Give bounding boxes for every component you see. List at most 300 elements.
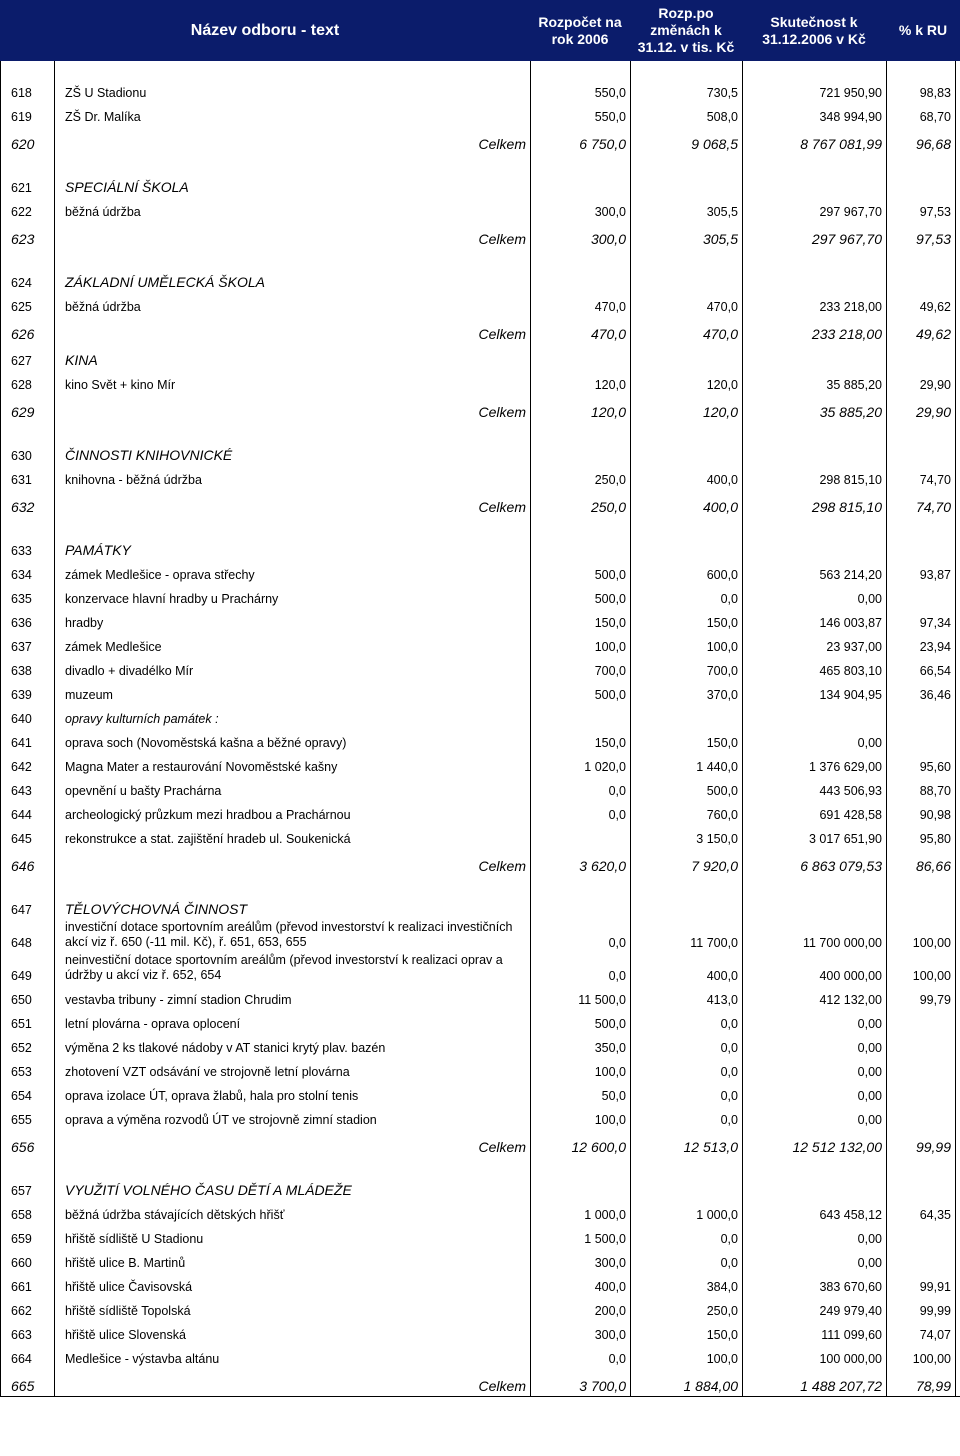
revised-cell: 12 513,0 xyxy=(630,1129,742,1157)
actual-cell: 23 937,00 xyxy=(742,632,886,656)
actual-cell: 233 218,00 xyxy=(742,316,886,344)
row-name: ZŠ Dr. Malíka xyxy=(54,102,530,126)
table-header xyxy=(0,0,960,61)
total-row xyxy=(0,316,960,344)
percent-cell: 74,07 xyxy=(886,1320,956,1344)
revised-cell: 250,0 xyxy=(630,1296,742,1320)
percent-cell: 100,00 xyxy=(886,1344,956,1368)
spacer-row xyxy=(0,876,960,893)
header-percent: % k RU xyxy=(898,22,948,38)
percent-cell xyxy=(886,1174,956,1200)
header-actual: Skutečnost k 31.12.2006 v Kč xyxy=(762,13,866,47)
budget-cell xyxy=(530,422,630,439)
row-name: běžná údržba xyxy=(54,292,530,316)
revised-cell xyxy=(630,517,742,534)
row-name: muzeum xyxy=(54,680,530,704)
revised-cell: 370,0 xyxy=(630,680,742,704)
revised-cell: 700,0 xyxy=(630,656,742,680)
row-number: 644 xyxy=(0,800,54,824)
budget-cell xyxy=(530,893,630,919)
revised-cell: 7 920,0 xyxy=(630,848,742,876)
revised-cell: 150,0 xyxy=(630,728,742,752)
budget-cell xyxy=(530,1157,630,1174)
row-name: zámek Medlešice - oprava střechy xyxy=(54,560,530,584)
revised-cell: 305,5 xyxy=(630,197,742,221)
row-name: zhotovení VZT odsávání ve strojovně letní plovárna xyxy=(54,1057,530,1081)
row-number: 633 xyxy=(0,534,54,560)
actual-cell: 0,00 xyxy=(742,1009,886,1033)
percent-cell: 88,70 xyxy=(886,776,956,800)
actual-cell: 1 488 207,72 xyxy=(742,1368,886,1396)
actual-cell: 443 506,93 xyxy=(742,776,886,800)
revised-cell xyxy=(630,61,742,78)
section-heading-row xyxy=(0,171,960,197)
actual-cell: 134 904,95 xyxy=(742,680,886,704)
budget-cell: 700,0 xyxy=(530,656,630,680)
actual-cell: 412 132,00 xyxy=(742,985,886,1009)
row-name: výměna 2 ks tlakové nádoby v AT stanici krytý plav. bazén xyxy=(54,1033,530,1057)
revised-cell: 0,0 xyxy=(630,584,742,608)
row-number: 630 xyxy=(0,439,54,465)
row-number: 650 xyxy=(0,985,54,1009)
revised-cell xyxy=(630,249,742,266)
row-number: 624 xyxy=(0,266,54,292)
revised-cell xyxy=(630,171,742,197)
actual-cell: 8 767 081,99 xyxy=(742,126,886,154)
row-number: 651 xyxy=(0,1009,54,1033)
percent-cell xyxy=(886,1057,956,1081)
actual-cell xyxy=(742,534,886,560)
actual-cell xyxy=(742,1174,886,1200)
row-name: ČINNOSTI KNIHOVNICKÉ xyxy=(54,439,530,465)
actual-cell: 465 803,10 xyxy=(742,656,886,680)
revised-cell xyxy=(630,266,742,292)
row-name: TĚLOVÝCHOVNÁ ČINNOST xyxy=(54,893,530,919)
row-number: 619 xyxy=(0,102,54,126)
budget-cell: 100,0 xyxy=(530,632,630,656)
revised-cell: 9 068,5 xyxy=(630,126,742,154)
actual-cell: 383 670,60 xyxy=(742,1272,886,1296)
actual-cell: 0,00 xyxy=(742,728,886,752)
revised-cell: 400,0 xyxy=(630,489,742,517)
row-name: KINA xyxy=(54,344,530,370)
row-number: 647 xyxy=(0,893,54,919)
row-name: PAMÁTKY xyxy=(54,534,530,560)
actual-cell: 35 885,20 xyxy=(742,370,886,394)
row-number: 625 xyxy=(0,292,54,316)
row-name: zámek Medlešice xyxy=(54,632,530,656)
row-name: hřiště ulice Slovenská xyxy=(54,1320,530,1344)
actual-cell: 721 950,90 xyxy=(742,78,886,102)
header-revised: Rozp.po změnách k 31.12. v tis. Kč xyxy=(637,5,735,55)
percent-cell xyxy=(886,439,956,465)
budget-cell: 300,0 xyxy=(530,1320,630,1344)
percent-cell: 36,46 xyxy=(886,680,956,704)
row-name: ZÁKLADNÍ UMĚLECKÁ ŠKOLA xyxy=(54,266,530,292)
percent-cell: 100,00 xyxy=(886,919,956,952)
budget-cell xyxy=(530,154,630,171)
row-name xyxy=(54,517,530,534)
table-row xyxy=(0,824,960,848)
percent-cell: 86,66 xyxy=(886,848,956,876)
actual-cell: 348 994,90 xyxy=(742,102,886,126)
budget-cell: 0,0 xyxy=(530,800,630,824)
budget-cell xyxy=(530,171,630,197)
row-number: 637 xyxy=(0,632,54,656)
actual-cell xyxy=(742,704,886,728)
budget-cell: 550,0 xyxy=(530,78,630,102)
budget-cell: 120,0 xyxy=(530,370,630,394)
row-name: oprava soch (Novoměstská kašna a běžné opravy) xyxy=(54,728,530,752)
actual-cell: 298 815,10 xyxy=(742,465,886,489)
total-row xyxy=(0,221,960,249)
percent-cell xyxy=(886,422,956,439)
actual-cell xyxy=(742,344,886,370)
percent-cell xyxy=(886,517,956,534)
row-name: Celkem xyxy=(54,221,530,249)
row-name: hřiště sídliště Topolská xyxy=(54,1296,530,1320)
row-number: 660 xyxy=(0,1248,54,1272)
percent-cell: 99,99 xyxy=(886,1129,956,1157)
percent-cell: 23,94 xyxy=(886,632,956,656)
revised-cell: 3 150,0 xyxy=(630,824,742,848)
row-name: Celkem xyxy=(54,1368,530,1396)
percent-cell xyxy=(886,1009,956,1033)
total-row xyxy=(0,848,960,876)
row-number: 643 xyxy=(0,776,54,800)
budget-cell: 400,0 xyxy=(530,1272,630,1296)
revised-cell xyxy=(630,422,742,439)
budget-cell: 500,0 xyxy=(530,680,630,704)
revised-cell: 100,0 xyxy=(630,1344,742,1368)
row-name xyxy=(54,61,530,78)
revised-cell: 0,0 xyxy=(630,1105,742,1129)
percent-cell xyxy=(886,1224,956,1248)
budget-cell xyxy=(530,249,630,266)
revised-cell xyxy=(630,534,742,560)
total-row xyxy=(0,1129,960,1157)
percent-cell: 95,60 xyxy=(886,752,956,776)
budget-cell: 3 700,0 xyxy=(530,1368,630,1396)
budget-cell: 0,0 xyxy=(530,919,630,952)
actual-cell: 11 700 000,00 xyxy=(742,919,886,952)
row-number: 652 xyxy=(0,1033,54,1057)
row-name: knihovna - běžná údržba xyxy=(54,465,530,489)
budget-cell: 300,0 xyxy=(530,197,630,221)
table-row xyxy=(0,1224,960,1248)
row-name: Medlešice - výstavba altánu xyxy=(54,1344,530,1368)
row-name: Magna Mater a restaurování Novoměstské kašny xyxy=(54,752,530,776)
revised-cell xyxy=(630,1174,742,1200)
revised-cell: 0,0 xyxy=(630,1248,742,1272)
percent-cell xyxy=(886,171,956,197)
table-row xyxy=(0,465,960,489)
revised-cell: 470,0 xyxy=(630,316,742,344)
table-row xyxy=(0,1200,960,1224)
budget-cell xyxy=(530,824,630,848)
section-heading-row xyxy=(0,1174,960,1200)
table-row xyxy=(0,1344,960,1368)
budget-cell: 100,0 xyxy=(530,1105,630,1129)
row-number: 621 xyxy=(0,171,54,197)
table-row xyxy=(0,728,960,752)
row-name: kino Svět + kino Mír xyxy=(54,370,530,394)
budget-cell xyxy=(530,704,630,728)
revised-cell: 413,0 xyxy=(630,985,742,1009)
percent-cell xyxy=(886,266,956,292)
revised-cell xyxy=(630,439,742,465)
budget-cell xyxy=(530,439,630,465)
revised-cell: 400,0 xyxy=(630,952,742,985)
row-name xyxy=(54,422,530,439)
budget-cell: 1 000,0 xyxy=(530,1200,630,1224)
revised-cell: 1 884,00 xyxy=(630,1368,742,1396)
percent-cell: 66,54 xyxy=(886,656,956,680)
budget-cell: 0,0 xyxy=(530,1344,630,1368)
table-row xyxy=(0,1320,960,1344)
actual-cell: 400 000,00 xyxy=(742,952,886,985)
row-number: 655 xyxy=(0,1105,54,1129)
percent-cell: 74,70 xyxy=(886,489,956,517)
actual-cell: 297 967,70 xyxy=(742,197,886,221)
percent-cell: 100,00 xyxy=(886,952,956,985)
budget-cell: 250,0 xyxy=(530,489,630,517)
table-row xyxy=(0,584,960,608)
row-number: 664 xyxy=(0,1344,54,1368)
actual-cell xyxy=(742,422,886,439)
row-name: opravy kulturních památek : xyxy=(54,704,530,728)
percent-cell: 97,53 xyxy=(886,221,956,249)
row-number xyxy=(0,876,54,893)
actual-cell xyxy=(742,266,886,292)
revised-cell: 1 000,0 xyxy=(630,1200,742,1224)
row-name: investiční dotace sportovním areálům (převod investorství k realizaci investičních akcí viz ř. 650 (-11 mil. Kč), ř. 651, 653, 655 xyxy=(54,919,530,952)
revised-cell: 0,0 xyxy=(630,1009,742,1033)
total-row xyxy=(0,394,960,422)
actual-cell: 0,00 xyxy=(742,1224,886,1248)
actual-cell: 233 218,00 xyxy=(742,292,886,316)
row-number: 629 xyxy=(0,394,54,422)
table-row xyxy=(0,680,960,704)
percent-cell: 29,90 xyxy=(886,394,956,422)
row-name: vestavba tribuny - zimní stadion Chrudim xyxy=(54,985,530,1009)
table-row xyxy=(0,776,960,800)
row-number: 665 xyxy=(0,1368,54,1396)
row-name: Celkem xyxy=(54,489,530,517)
spacer-row xyxy=(0,249,960,266)
actual-cell: 691 428,58 xyxy=(742,800,886,824)
revised-cell xyxy=(630,876,742,893)
percent-cell: 78,99 xyxy=(886,1368,956,1396)
row-name: hřiště ulice B. Martinů xyxy=(54,1248,530,1272)
budget-cell xyxy=(530,344,630,370)
row-name xyxy=(54,249,530,266)
table-row xyxy=(0,370,960,394)
table-row xyxy=(0,800,960,824)
total-row xyxy=(0,1368,960,1397)
budget-cell: 150,0 xyxy=(530,728,630,752)
budget-cell: 100,0 xyxy=(530,1057,630,1081)
percent-cell: 98,83 xyxy=(886,78,956,102)
table-row xyxy=(0,704,960,728)
revised-cell xyxy=(630,1157,742,1174)
revised-cell: 470,0 xyxy=(630,292,742,316)
row-number: 628 xyxy=(0,370,54,394)
percent-cell xyxy=(886,893,956,919)
row-number: 622 xyxy=(0,197,54,221)
row-number: 659 xyxy=(0,1224,54,1248)
row-number xyxy=(0,422,54,439)
table-row xyxy=(0,632,960,656)
actual-cell xyxy=(742,171,886,197)
row-number: 631 xyxy=(0,465,54,489)
actual-cell xyxy=(742,876,886,893)
table-row xyxy=(0,78,960,102)
percent-cell: 99,99 xyxy=(886,1296,956,1320)
budget-cell: 300,0 xyxy=(530,1248,630,1272)
revised-cell xyxy=(630,893,742,919)
row-name xyxy=(54,876,530,893)
budget-cell: 470,0 xyxy=(530,292,630,316)
budget-cell: 550,0 xyxy=(530,102,630,126)
row-number: 639 xyxy=(0,680,54,704)
actual-cell xyxy=(742,439,886,465)
row-name: Celkem xyxy=(54,1129,530,1157)
table-row xyxy=(0,560,960,584)
total-row xyxy=(0,489,960,517)
revised-cell: 0,0 xyxy=(630,1033,742,1057)
percent-cell: 95,80 xyxy=(886,824,956,848)
row-number: 634 xyxy=(0,560,54,584)
table-row xyxy=(0,1009,960,1033)
table-row xyxy=(0,197,960,221)
budget-cell: 0,0 xyxy=(530,776,630,800)
actual-cell: 0,00 xyxy=(742,1057,886,1081)
table-row xyxy=(0,292,960,316)
percent-cell xyxy=(886,154,956,171)
actual-cell: 111 099,60 xyxy=(742,1320,886,1344)
budget-cell xyxy=(530,61,630,78)
table-row xyxy=(0,656,960,680)
row-number: 649 xyxy=(0,952,54,985)
percent-cell xyxy=(886,704,956,728)
percent-cell: 93,87 xyxy=(886,560,956,584)
actual-cell xyxy=(742,61,886,78)
row-number: 627 xyxy=(0,344,54,370)
spacer-row xyxy=(0,1157,960,1174)
budget-cell xyxy=(530,876,630,893)
actual-cell: 0,00 xyxy=(742,1105,886,1129)
section-heading-row xyxy=(0,266,960,292)
row-number: 623 xyxy=(0,221,54,249)
row-number: 662 xyxy=(0,1296,54,1320)
percent-cell xyxy=(886,344,956,370)
actual-cell: 0,00 xyxy=(742,584,886,608)
row-number: 645 xyxy=(0,824,54,848)
row-number: 653 xyxy=(0,1057,54,1081)
percent-cell: 49,62 xyxy=(886,292,956,316)
percent-cell xyxy=(886,1105,956,1129)
row-name: neinvestiční dotace sportovním areálům (převod investorství k realizaci oprav a údržby u akcí viz ř. 652, 654 xyxy=(54,952,530,985)
budget-cell: 300,0 xyxy=(530,221,630,249)
header-name: Název odboru - text xyxy=(190,22,340,39)
row-number: 620 xyxy=(0,126,54,154)
row-number xyxy=(0,249,54,266)
row-name: Celkem xyxy=(54,126,530,154)
revised-cell: 150,0 xyxy=(630,1320,742,1344)
table-row xyxy=(0,1105,960,1129)
row-name: SPECIÁLNÍ ŠKOLA xyxy=(54,171,530,197)
budget-cell: 500,0 xyxy=(530,560,630,584)
row-number: 638 xyxy=(0,656,54,680)
table-row xyxy=(0,1033,960,1057)
row-name: opevnění u bašty Prachárna xyxy=(54,776,530,800)
revised-cell: 11 700,0 xyxy=(630,919,742,952)
percent-cell xyxy=(886,249,956,266)
budget-cell: 250,0 xyxy=(530,465,630,489)
row-number: 636 xyxy=(0,608,54,632)
budget-cell: 200,0 xyxy=(530,1296,630,1320)
row-number: 661 xyxy=(0,1272,54,1296)
row-number: 656 xyxy=(0,1129,54,1157)
row-number: 626 xyxy=(0,316,54,344)
section-heading-row xyxy=(0,893,960,919)
actual-cell: 0,00 xyxy=(742,1081,886,1105)
table-row xyxy=(0,1081,960,1105)
row-number: 648 xyxy=(0,919,54,952)
percent-cell xyxy=(886,584,956,608)
budget-cell: 1 020,0 xyxy=(530,752,630,776)
percent-cell xyxy=(886,534,956,560)
budget-cell: 500,0 xyxy=(530,584,630,608)
budget-cell: 12 600,0 xyxy=(530,1129,630,1157)
row-number: 663 xyxy=(0,1320,54,1344)
table-row xyxy=(0,1057,960,1081)
actual-cell: 35 885,20 xyxy=(742,394,886,422)
section-heading-row xyxy=(0,534,960,560)
revised-cell: 100,0 xyxy=(630,632,742,656)
percent-cell xyxy=(886,728,956,752)
actual-cell: 249 979,40 xyxy=(742,1296,886,1320)
actual-cell: 0,00 xyxy=(742,1033,886,1057)
budget-cell xyxy=(530,266,630,292)
row-name: konzervace hlavní hradby u Prachárny xyxy=(54,584,530,608)
table-row xyxy=(0,952,960,985)
table-row xyxy=(0,608,960,632)
row-number: 635 xyxy=(0,584,54,608)
revised-cell: 305,5 xyxy=(630,221,742,249)
budget-cell: 6 750,0 xyxy=(530,126,630,154)
table-row xyxy=(0,985,960,1009)
revised-cell: 500,0 xyxy=(630,776,742,800)
revised-cell: 384,0 xyxy=(630,1272,742,1296)
actual-cell xyxy=(742,249,886,266)
revised-cell: 150,0 xyxy=(630,608,742,632)
percent-cell: 49,62 xyxy=(886,316,956,344)
budget-cell: 500,0 xyxy=(530,1009,630,1033)
row-name: běžná údržba stávajících dětských hřišť xyxy=(54,1200,530,1224)
row-number: 640 xyxy=(0,704,54,728)
revised-cell: 0,0 xyxy=(630,1081,742,1105)
row-name: divadlo + divadélko Mír xyxy=(54,656,530,680)
revised-cell: 0,0 xyxy=(630,1224,742,1248)
row-name: oprava a výměna rozvodů ÚT ve strojovně zimní stadion xyxy=(54,1105,530,1129)
actual-cell: 100 000,00 xyxy=(742,1344,886,1368)
row-name xyxy=(54,154,530,171)
percent-cell: 99,91 xyxy=(886,1272,956,1296)
actual-cell xyxy=(742,517,886,534)
revised-cell: 600,0 xyxy=(630,560,742,584)
